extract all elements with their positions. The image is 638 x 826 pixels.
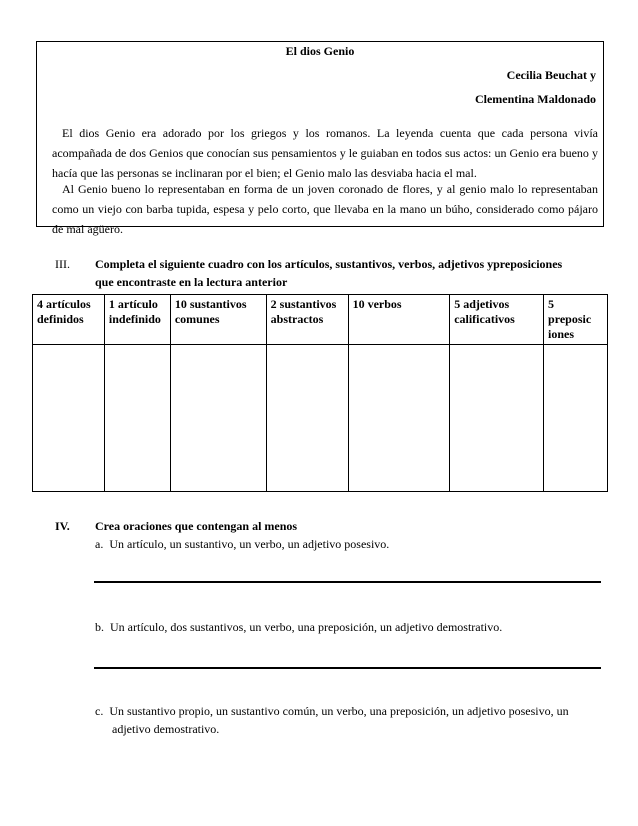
author-line-1: Cecilia Beuchat y xyxy=(506,68,596,82)
item-b: b. Un artículo, dos sustantivos, un verbo, una preposición, un adjetivo demostrativo. xyxy=(95,620,503,634)
header-articulo-indefinido: 1 artículo indefinido xyxy=(104,295,170,345)
header-adjetivos-calificativos: 5 adjetivos calificativos xyxy=(450,295,544,345)
reading-paragraph-2: Al Genio bueno lo representaban en forma de un joven coronado de flores, y al genio malo lo representaban como un viejo con barba tupida, espesa y pelo corto, que llevaba en la mano un búho, considerado como pájaro de mal agüero. xyxy=(52,182,598,236)
item-a: a. Un artículo, un sustantivo, un verbo, un adjetivo posesivo. xyxy=(95,537,390,551)
answer-line-b[interactable] xyxy=(94,667,601,669)
reading-paragraph-1: El dios Genio era adorado por los griegos y los romanos. La leyenda cuenta que cada persona vivía acompañada de dos Genios que conocían sus pensamientos y le guiaban en todos sus actos: un Genio era bueno y hacía que las personas se inclinaran por el bien; el Genio malo las desviaba hacia el mal. xyxy=(52,126,598,180)
section-3-instruction xyxy=(95,255,607,291)
header-articulos-definidos: 4 artículos definidos xyxy=(33,295,105,345)
section-3-instruction-line-2: que encontraste en la lectura anterior xyxy=(95,275,288,289)
reading-title: El dios Genio xyxy=(285,44,355,58)
table-header-row xyxy=(33,295,608,345)
word-classification-table xyxy=(32,294,608,492)
answer-line-a[interactable] xyxy=(94,581,601,583)
answer-cell-sustantivos-comunes[interactable] xyxy=(170,345,266,492)
author-line-2: Clementina Maldonado xyxy=(474,92,596,106)
answer-cell-articulo-indefinido[interactable] xyxy=(104,345,170,492)
section-3-instruction-line-1: Completa el siguiente cuadro con los artículos, sustantivos, verbos, adjetivos ypreposiciones xyxy=(95,257,563,271)
section-3-number: III. xyxy=(55,257,70,271)
answer-cell-adjetivos-calificativos[interactable] xyxy=(450,345,544,492)
item-c: c. Un sustantivo propio, un sustantivo común, un verbo, una preposición, un adjetivo posesivo, un adjetivo demostrativo. xyxy=(95,704,569,736)
answer-cell-verbos[interactable] xyxy=(348,345,450,492)
answer-cell-articulos-definidos[interactable] xyxy=(33,345,105,492)
header-preposiciones: 5 preposic iones xyxy=(544,295,608,345)
header-sustantivos-comunes: 10 sustantivos comunes xyxy=(170,295,266,345)
table-answer-row xyxy=(33,345,608,492)
answer-cell-sustantivos-abstractos[interactable] xyxy=(266,345,348,492)
header-sustantivos-abstractos: 2 sustantivos abstractos xyxy=(266,295,348,345)
answer-cell-preposiciones[interactable] xyxy=(544,345,608,492)
section-4-instruction: Crea oraciones que contengan al menos xyxy=(95,519,298,533)
section-4-number: IV. xyxy=(55,519,70,533)
header-verbos: 10 verbos xyxy=(348,295,450,345)
